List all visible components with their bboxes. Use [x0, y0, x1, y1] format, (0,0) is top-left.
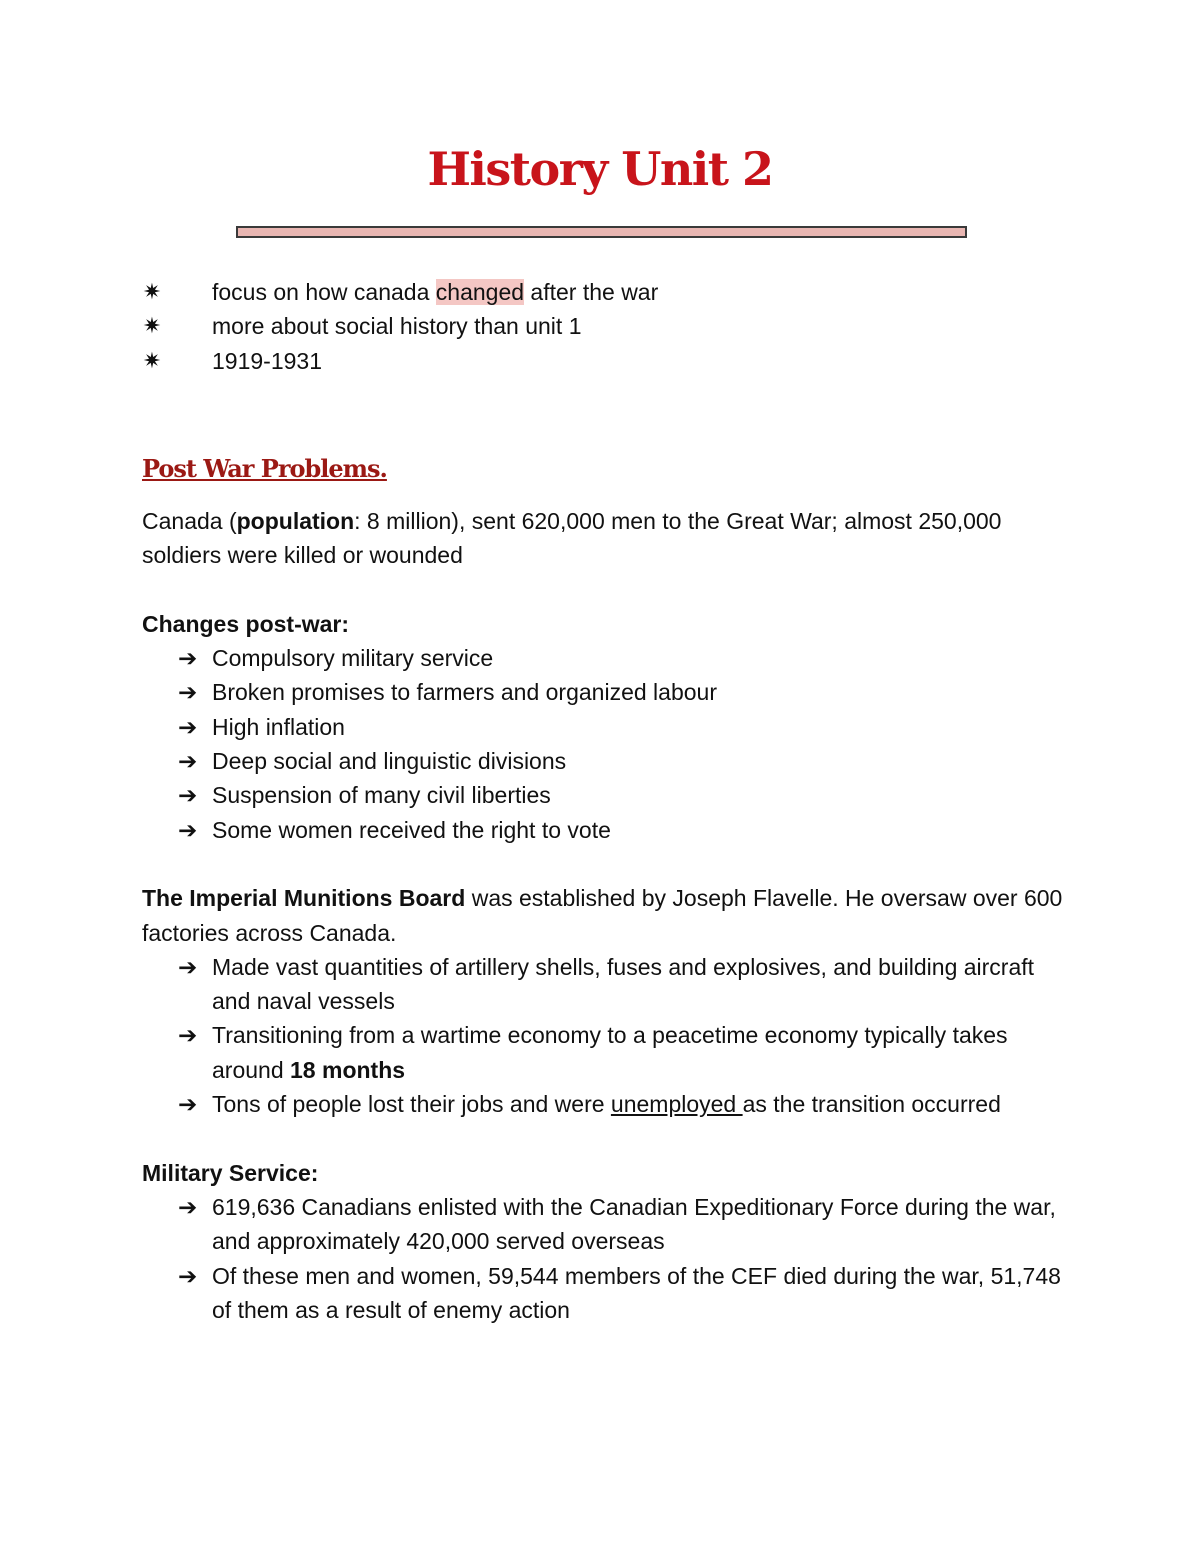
list-item: ✷ more about social history than unit 1 [142, 309, 658, 343]
arrow-bullet-icon: ➔ [178, 679, 198, 706]
section-heading: Post War Problems. [142, 454, 387, 483]
intro-bullet-list [142, 275, 658, 378]
list-item: ➔ Some women received the right to vote [142, 813, 1072, 847]
arrow-bullet-icon: ➔ [178, 1193, 198, 1220]
arrow-bullet-icon: ➔ [178, 816, 198, 843]
arrow-bullet-icon: ➔ [178, 1091, 198, 1118]
military-list [142, 1190, 1072, 1327]
section-body [142, 504, 1072, 1327]
list-item: ✷ focus on how canada changed after the war [142, 275, 658, 309]
list-item: ➔ Deep social and linguistic divisions [142, 744, 1072, 778]
list-item: ➔ Of these men and women, 59,544 members of the CEF died during the war, 51,748 of them as a result of enemy action [142, 1259, 1072, 1328]
military-heading: Military Service: [142, 1159, 319, 1186]
arrow-bullet-icon: ➔ [178, 782, 198, 809]
underlined-word: unemployed [610, 1091, 743, 1118]
star-bullet-icon: ✷ [142, 279, 162, 304]
document-title: History Unit 2 [427, 142, 773, 196]
changes-heading: Changes post-war: [142, 610, 350, 637]
highlighted-word: changed [435, 279, 525, 305]
arrow-bullet-icon: ➔ [178, 953, 198, 980]
star-bullet-icon: ✷ [142, 347, 162, 373]
arrow-bullet-icon: ➔ [178, 748, 198, 775]
list-item: ✷ 1919-1931 [142, 344, 658, 378]
title-divider [236, 226, 967, 238]
changes-list [142, 641, 1072, 847]
list-item: ➔ Tons of people lost their jobs and were unemployed as the transition occurred [142, 1087, 1072, 1121]
list-item: ➔ Suspension of many civil liberties [142, 778, 1072, 812]
imb-paragraph: The Imperial Munitions Board was established by Joseph Flavelle. He oversaw over 600 factories across Canada. [142, 885, 1063, 946]
arrow-bullet-icon: ➔ [178, 1262, 198, 1289]
population-paragraph: Canada (population: 8 million), sent 620,000 men to the Great War; almost 250,000 soldiers were killed or wounded [142, 508, 1002, 569]
arrow-bullet-icon: ➔ [178, 645, 198, 672]
list-item: ➔ Transitioning from a wartime economy to a peacetime economy typically takes around 18 months [142, 1018, 1072, 1087]
imb-list [142, 950, 1072, 1121]
arrow-bullet-icon: ➔ [178, 713, 198, 740]
list-item: ➔ Made vast quantities of artillery shells, fuses and explosives, and building aircraft and naval vessels [142, 950, 1072, 1019]
list-item: ➔ Broken promises to farmers and organized labour [142, 675, 1072, 709]
star-bullet-icon: ✷ [142, 313, 162, 339]
list-item: ➔ Compulsory military service [142, 641, 1072, 675]
list-item: ➔ High inflation [142, 710, 1072, 744]
list-item: ➔ 619,636 Canadians enlisted with the Canadian Expeditionary Force during the war, and approximately 420,000 served overseas [142, 1190, 1072, 1259]
arrow-bullet-icon: ➔ [178, 1022, 198, 1049]
